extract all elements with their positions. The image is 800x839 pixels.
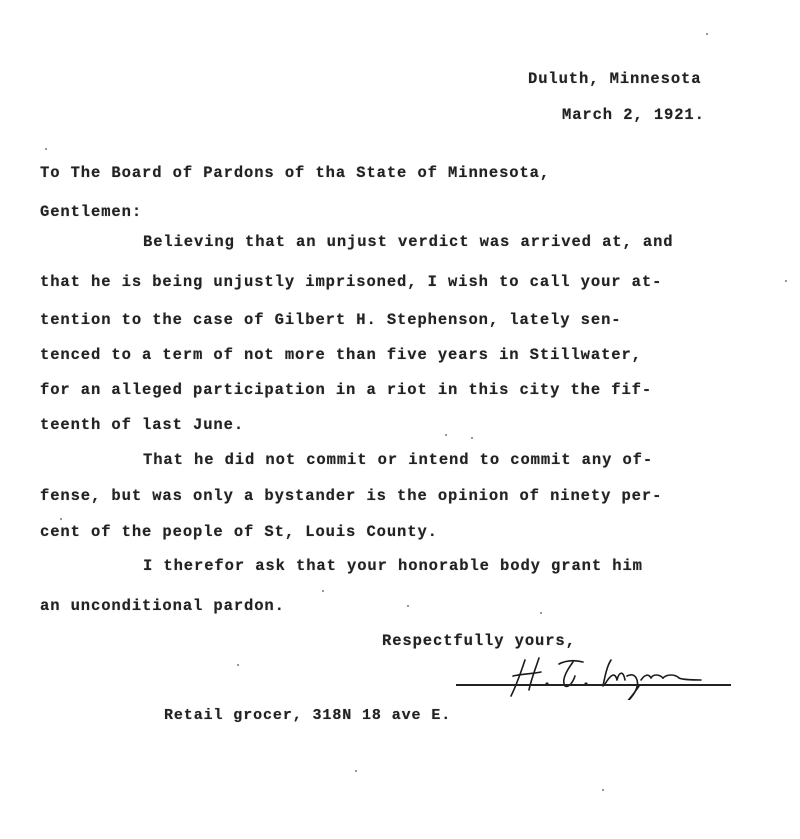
paragraph-1-line-4: tenced to a term of not more than five years in Stillwater,: [40, 346, 642, 364]
handwritten-signature: [455, 650, 755, 700]
letter-addressee: To The Board of Pardons of tha State of Minnesota,: [40, 164, 551, 182]
scan-speck: [355, 770, 357, 772]
scan-speck: [706, 33, 708, 35]
scan-speck: [445, 434, 447, 436]
scan-speck: [540, 612, 542, 614]
scan-speck: [407, 605, 409, 607]
paragraph-3-line-1: I therefor ask that your honorable body grant him: [143, 557, 643, 575]
letter-footer: Retail grocer, 318N 18 ave E.: [164, 707, 452, 724]
scan-speck: [60, 518, 62, 520]
scan-speck: [602, 789, 604, 791]
paragraph-1-line-6: teenth of last June.: [40, 416, 245, 434]
paragraph-3-line-2: an unconditional pardon.: [40, 597, 285, 615]
paragraph-1-line-1: Believing that an unjust verdict was arrived at, and: [143, 233, 674, 251]
scan-speck: [237, 664, 239, 666]
signature-line: [456, 684, 731, 686]
letter-date: March 2, 1921.: [562, 106, 705, 124]
letter-place: Duluth, Minnesota: [528, 70, 702, 88]
letter-salutation: Gentlemen:: [40, 203, 143, 221]
scan-speck: [322, 590, 324, 592]
paragraph-2-line-2: fense, but was only a bystander is the opinion of ninety per-: [40, 487, 663, 505]
scan-speck: [785, 280, 787, 282]
paragraph-2-line-3: cent of the people of St, Louis County.: [40, 523, 438, 541]
paragraph-1-line-3: tention to the case of Gilbert H. Stephenson, lately sen-: [40, 311, 622, 329]
paragraph-2-line-1: That he did not commit or intend to commit any of-: [143, 451, 654, 469]
paragraph-1-line-5: for an alleged participation in a riot in this city the fif-: [40, 381, 653, 399]
scan-speck: [471, 437, 473, 439]
paragraph-1-line-2: that he is being unjustly imprisoned, I wish to call your at-: [40, 273, 663, 291]
letter-closing: Respectfully yours,: [382, 632, 576, 650]
scan-speck: [45, 148, 47, 150]
